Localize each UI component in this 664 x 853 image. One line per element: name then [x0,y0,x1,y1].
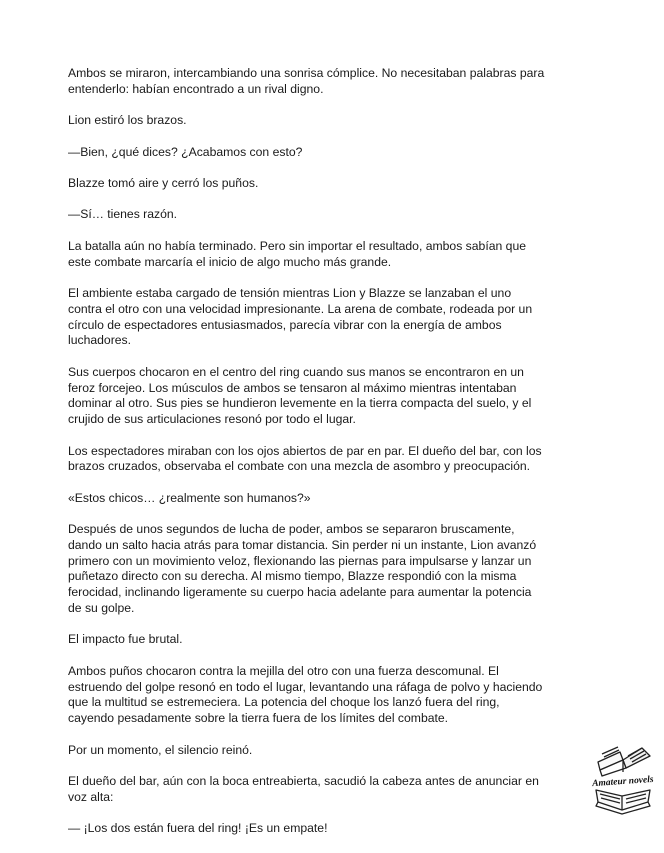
paragraph-7: El ambiente estaba cargado de tensión mientras Lion y Blazze se lanzaban el uno contra el otro con una velocidad impresionante. La arena de combate, rodeada por un círculo de espectadores entusiasmados, parecía vibrar con la energía de ambos luchadores. [68,285,533,348]
story-text [68,66,548,853]
svg-text:Amateur novels: Amateur novels [591,774,654,790]
amateur-novels-logo [590,740,656,816]
paragraph-2: Lion estiró los brazos. [68,113,187,128]
open-book-icon [590,740,656,816]
paragraph-12: El impacto fue brutal. [68,632,183,647]
paragraph-3: —Bien, ¿qué dices? ¿Acabamos con esto? [68,144,303,159]
paragraph-1: Ambos se miraron, intercambiando una sonrisa cómplice. No necesitaban palabras para entenderlo: habían encontrado a un rival digno. [68,66,545,96]
paragraph-13: Ambos puños chocaron contra la mejilla del otro con una fuerza descomunal. El estruendo del golpe resonó en todo el lugar, levantando una ráfaga de polvo y haciendo que la multitud se estremeciera. La potencia del choque los lanzó fuera del ring, cayendo pesadamente sobre la tierra fuera de los límites del combate. [68,663,543,726]
paragraph-9: Los espectadores miraban con los ojos abiertos de par en par. El dueño del bar, con los brazos cruzados, observaba el combate con una mezcla de asombro y preocupación. [68,443,542,474]
paragraph-8: Sus cuerpos chocaron en el centro del ring cuando sus manos se encontraron en un feroz forcejeo. Los músculos de ambos se tensaron al máximo mientras intentaban dominar al otro. Sus pies se hundieron levemente en la tierra compacta del suelo, y el crujido de sus articulaciones resonó por todo el lugar. [68,364,532,427]
paragraph-15: El dueño del bar, aún con la boca entreabierta, sacudió la cabeza antes de anunciar en voz alta: [68,774,539,804]
paragraph-11: Después de unos segundos de lucha de poder, ambos se separaron bruscamente, dando un salto hacia atrás para tomar distancia. Sin perder ni un instante, Lion avanzó primero con un movimiento veloz, flexionando las piernas para impulsarse y lanzar un puñetazo directo con su derecha. Al mismo tiempo, Blazze respondió con la misma ferocidad, inclinando ligeramente su cuerpo hacia adelante para aumentar la potencia de su golpe. [68,522,537,616]
paragraph-10: «Estos chicos… ¿realmente son humanos?» [68,490,311,505]
paragraph-5: —Sí… tienes razón. [68,207,178,222]
paragraph-6: La batalla aún no había terminado. Pero sin importar el resultado, ambos sabían que este combate marcaría el inicio de algo mucho más grande. [68,238,526,269]
paragraph-16: — ¡Los dos están fuera del ring! ¡Es un empate! [68,821,328,836]
paragraph-14: Por un momento, el silencio reinó. [68,742,253,757]
paragraph-4: Blazze tomó aire y cerró los puños. [68,175,259,190]
